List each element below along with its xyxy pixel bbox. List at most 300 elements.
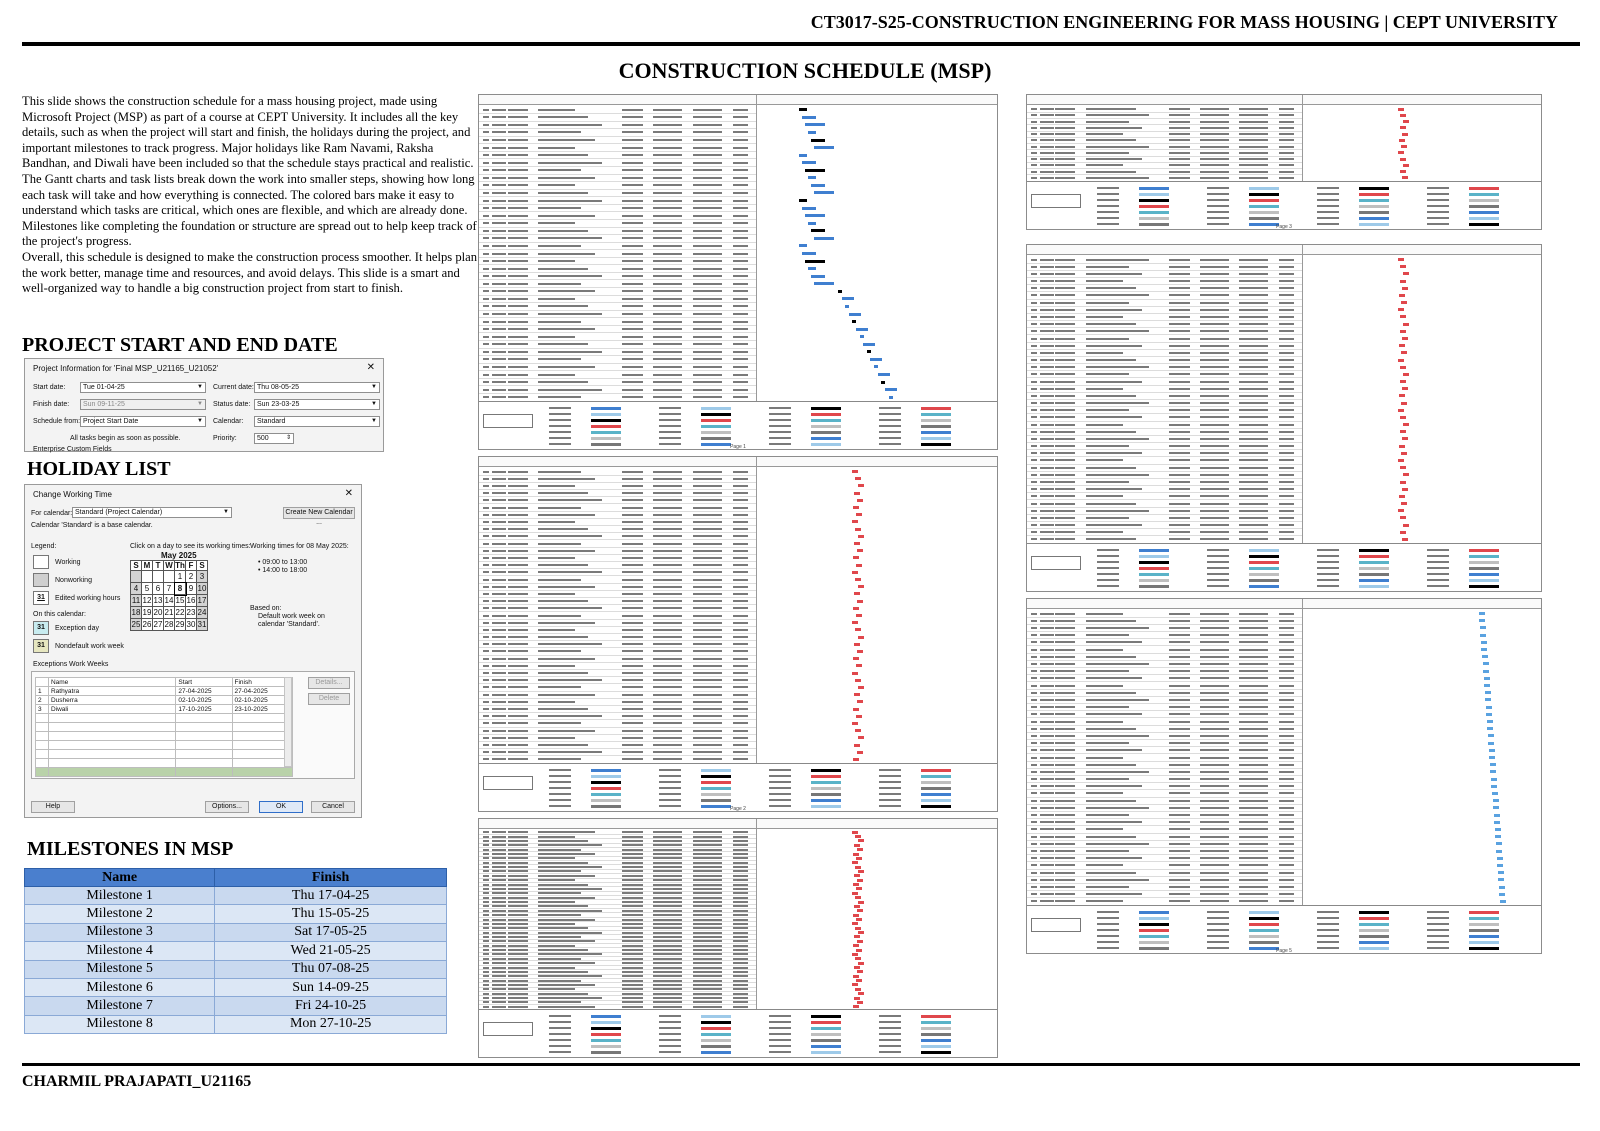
gantt-header [1027, 95, 1541, 105]
gantt-cell [538, 975, 602, 977]
gantt-cell [1279, 127, 1294, 129]
for-calendar-select[interactable]: Standard (Project Calendar) ▼ [72, 507, 232, 518]
gantt-cell [538, 622, 595, 624]
gantt-cell [1239, 807, 1268, 809]
legend-swatch [591, 407, 621, 410]
tab-exceptions[interactable]: Exceptions [33, 661, 68, 668]
legend-entry [549, 799, 571, 801]
gantt-cell [1239, 152, 1268, 154]
gantt-cell [653, 593, 682, 595]
calendar-day[interactable]: 2 [186, 571, 197, 583]
schedule-from-select[interactable]: Project Start Date ▼ [80, 416, 206, 427]
gantt-cell [622, 521, 643, 523]
milestone-row [25, 997, 447, 1015]
gantt-cell [508, 672, 528, 674]
gantt-cell [622, 940, 643, 942]
gantt-cell [653, 471, 682, 473]
gantt-cell [492, 643, 506, 645]
legend-entry [549, 1045, 571, 1047]
gantt-cell [492, 936, 506, 938]
help-button[interactable]: Help [31, 801, 75, 813]
calendar-day[interactable]: 14 [164, 596, 174, 605]
gantt-cell [538, 884, 588, 886]
gantt-cell [508, 615, 528, 617]
legend-entry [769, 1039, 791, 1041]
gantt-cell [483, 658, 489, 660]
exception-row[interactable] [36, 705, 293, 714]
gantt-cell [693, 853, 722, 855]
finish-date-label: Finish date: [33, 401, 70, 408]
exceptions-table[interactable] [35, 677, 293, 777]
gantt-cell [483, 200, 489, 202]
legend-entry [879, 425, 901, 427]
gantt-bar [1401, 301, 1407, 304]
gantt-cell [508, 870, 528, 872]
gantt-page-3 [1026, 94, 1542, 230]
gantt-bar [1400, 466, 1406, 469]
gantt-cell [1279, 670, 1294, 672]
gantt-cell [622, 593, 643, 595]
gantt-cell [622, 857, 643, 859]
gantt-cell [1169, 649, 1190, 651]
gantt-cell [1279, 416, 1294, 418]
current-date-field[interactable]: Thu 08-05-25 ▼ [254, 382, 380, 393]
gantt-cell [1169, 108, 1190, 110]
gantt-cell [508, 879, 528, 881]
gantt-cell [492, 665, 506, 667]
gantt-cell [483, 514, 489, 516]
gantt-cell [653, 184, 682, 186]
calendar-day[interactable]: 31 [197, 620, 207, 629]
gantt-cell [1279, 459, 1294, 461]
calendar-select[interactable]: Standard ▼ [254, 416, 380, 427]
close-icon[interactable]: ✕ [344, 488, 353, 499]
gantt-cell [693, 849, 722, 851]
legend-entry [1207, 217, 1229, 219]
legend-entry [1427, 941, 1449, 943]
exception-row[interactable] [36, 696, 293, 705]
gantt-cell [1169, 309, 1190, 311]
calendar-day[interactable]: 30 [186, 620, 196, 629]
gantt-cell [1200, 121, 1229, 123]
gantt-project-box [1031, 556, 1081, 570]
cancel-button[interactable]: Cancel [311, 801, 355, 813]
gantt-row-line [1027, 753, 1302, 754]
exception-row[interactable] [36, 687, 293, 696]
gantt-cell [508, 993, 528, 995]
gantt-cell [653, 853, 682, 855]
gantt-cell [1169, 900, 1190, 902]
col-start-header: Start [176, 678, 232, 687]
legend-entry [1317, 187, 1339, 189]
gantt-cell [653, 949, 682, 951]
exception-row[interactable] [36, 714, 293, 723]
gantt-row-line [479, 128, 756, 129]
start-date-field[interactable]: Tue 01-04-25 ▼ [80, 382, 206, 393]
gantt-cell [693, 109, 722, 111]
gantt-cell [653, 305, 682, 307]
legend-entry [659, 769, 681, 771]
status-date-field[interactable]: Sun 23-03-25 ▼ [254, 399, 380, 410]
gantt-cell [492, 260, 506, 262]
legend-entry [1207, 555, 1229, 557]
gantt-cell [1086, 699, 1149, 701]
gantt-cell [733, 919, 748, 921]
gantt-cell [733, 200, 748, 202]
gantt-cell [1169, 814, 1190, 816]
legend-swatch [1359, 935, 1389, 938]
milestone-name: Milestone 8 [25, 1015, 215, 1033]
calendar-day[interactable]: 26 [142, 620, 152, 629]
exception-row[interactable] [36, 750, 293, 759]
exception-row[interactable] [36, 759, 293, 768]
gantt-cell [483, 923, 489, 925]
gantt-cell [1200, 900, 1229, 902]
gantt-cell [693, 870, 722, 872]
gantt-cell [693, 275, 722, 277]
heading-milestones: MILESTONES IN MSP [27, 838, 234, 860]
gantt-cell [538, 514, 595, 516]
gantt-row-line [1027, 797, 1302, 798]
gantt-cell [483, 586, 489, 588]
legend-swatch [1469, 187, 1499, 190]
legend-entry [1207, 585, 1229, 587]
gantt-cell [508, 923, 528, 925]
gantt-cell [508, 283, 528, 285]
legend-entry [549, 431, 571, 433]
gantt-cell [1055, 121, 1075, 123]
close-icon[interactable]: ✕ [366, 362, 375, 373]
gantt-cell [492, 914, 506, 916]
gantt-bar [811, 229, 825, 232]
legend-swatch [1249, 199, 1279, 202]
gantt-cell [1031, 481, 1037, 483]
exceptions-scrollbar[interactable] [284, 677, 292, 767]
calendar-day[interactable]: 25 [131, 620, 141, 629]
gantt-cell [508, 169, 528, 171]
gantt-row-line [479, 370, 756, 371]
month-calendar[interactable] [130, 560, 208, 631]
gantt-cell [538, 679, 602, 681]
exception-id: 1 [36, 687, 49, 696]
gantt-cell [1086, 395, 1136, 397]
calendar-day[interactable]: 3 [197, 571, 208, 583]
priority-stepper[interactable]: 500 ⇕ [254, 433, 294, 444]
gantt-row-line [1027, 485, 1302, 486]
legend-entry [879, 437, 901, 439]
custom-fields-label[interactable]: Enterprise Custom Fields [33, 446, 112, 453]
calendar-day[interactable]: 28 [164, 620, 174, 629]
gantt-cell [653, 758, 682, 760]
gantt-row-line [479, 539, 756, 540]
calendar-day[interactable]: 20 [153, 608, 163, 617]
gantt-cell [733, 305, 748, 307]
gantt-cell [492, 162, 506, 164]
gantt-cell [1279, 663, 1294, 665]
gantt-row-line [1027, 535, 1302, 536]
gantt-cell [538, 283, 581, 285]
gantt-cell [1169, 280, 1190, 282]
calendar-day[interactable]: 19 [142, 608, 152, 617]
gantt-row-line [1027, 890, 1302, 891]
gantt-cell [492, 997, 506, 999]
legend-swatch [701, 769, 731, 772]
tab-work-weeks[interactable]: Work Weeks [69, 661, 109, 668]
calendar-day[interactable]: 18 [131, 608, 141, 617]
gantt-cell [622, 124, 643, 126]
gantt-cell [622, 997, 643, 999]
gantt-cell [492, 358, 506, 360]
legend-entry [1207, 567, 1229, 569]
gantt-cell [1086, 792, 1123, 794]
legend-swatch [921, 425, 951, 428]
legend-entry [769, 413, 791, 415]
gantt-cell [492, 389, 506, 391]
gantt-cell [1279, 634, 1294, 636]
gantt-cell [1239, 171, 1268, 173]
gantt-row-line [479, 482, 756, 483]
calendar-day[interactable]: 5 [142, 583, 153, 595]
gantt-cell [1040, 164, 1054, 166]
gantt-cell [1169, 416, 1190, 418]
gantt-cell [1055, 395, 1075, 397]
gantt-row-line [1027, 782, 1302, 783]
calendar-day[interactable]: 27 [153, 620, 163, 629]
gantt-cell [653, 336, 682, 338]
gantt-cell [1239, 850, 1268, 852]
exception-row[interactable] [36, 732, 293, 741]
legend-swatch [1139, 205, 1169, 208]
gantt-row-line [479, 647, 756, 648]
gantt-row-line [1027, 456, 1302, 457]
gantt-cell [1200, 656, 1229, 658]
gantt-cell [622, 253, 643, 255]
calendar-day[interactable]: 22 [175, 608, 185, 617]
gantt-cell [1169, 792, 1190, 794]
gantt-cell [508, 237, 528, 239]
gantt-row-line [1027, 413, 1302, 414]
gantt-bar [842, 297, 854, 300]
legend-swatch [811, 419, 841, 422]
legend-swatch [1359, 585, 1389, 588]
gantt-cell [538, 290, 595, 292]
gantt-cell [538, 147, 575, 149]
gantt-cell [538, 245, 581, 247]
calendar-day[interactable]: 12 [142, 596, 152, 605]
gantt-cell [538, 694, 595, 696]
gantt-cell [492, 593, 506, 595]
gantt-cell [1031, 424, 1037, 426]
calendar-day[interactable]: 11 [131, 596, 141, 605]
gantt-cell [1239, 158, 1268, 160]
gantt-cell [538, 888, 602, 890]
gantt-cell [693, 722, 722, 724]
gantt-cell [653, 636, 682, 638]
calendar-day[interactable]: 15 [175, 596, 185, 605]
calendar-day[interactable]: 8 [175, 583, 186, 595]
gantt-cell [483, 485, 489, 487]
gantt-cell [1040, 821, 1054, 823]
calendar-day[interactable]: 29 [175, 620, 185, 629]
calendar-day[interactable]: 23 [186, 608, 196, 617]
gantt-cell [483, 686, 489, 688]
gantt-bar [858, 901, 864, 904]
weekday-header: S [131, 561, 142, 571]
calendar-day[interactable]: 4 [131, 583, 142, 595]
gantt-cell [1200, 764, 1229, 766]
gantt-cell [1279, 620, 1294, 622]
calendar-day[interactable]: 10 [197, 584, 207, 593]
gantt-cell [653, 245, 682, 247]
gantt-cell [693, 550, 722, 552]
gantt-cell [653, 154, 682, 156]
exception-row[interactable] [36, 723, 293, 732]
gantt-cell [492, 200, 506, 202]
gantt-cell [483, 366, 489, 368]
gantt-cell [1169, 764, 1190, 766]
gantt-cell [1169, 807, 1190, 809]
ok-button[interactable]: OK [259, 801, 303, 813]
gantt-cell [492, 579, 506, 581]
calendar-day[interactable]: 13 [153, 596, 163, 605]
gantt-cell [538, 919, 595, 921]
gantt-cell [483, 374, 489, 376]
legend-swatch [921, 1045, 951, 1048]
legend-swatch [1139, 911, 1169, 914]
gantt-cell [1031, 352, 1037, 354]
exception-row[interactable] [36, 741, 293, 750]
gantt-cell [733, 230, 748, 232]
gantt-cell [538, 658, 595, 660]
gantt-cell [1200, 879, 1229, 881]
gantt-cell [483, 751, 489, 753]
gantt-cell [622, 870, 643, 872]
create-new-calendar-button[interactable]: Create New Calendar ... [283, 507, 355, 519]
gantt-cell [508, 940, 528, 942]
milestone-name: Milestone 4 [25, 942, 215, 960]
gantt-row-line [1027, 174, 1302, 175]
gantt-cell [1279, 273, 1294, 275]
exception-finish: 02-10-2025 [232, 696, 293, 705]
gantt-cell [1040, 114, 1054, 116]
calendar-day[interactable]: 21 [164, 608, 174, 617]
gantt-cell [538, 993, 588, 995]
legend-entry [1317, 923, 1339, 925]
calendar-day[interactable]: 17 [197, 596, 207, 605]
gantt-cell [693, 831, 722, 833]
gantt-bar [1403, 323, 1409, 326]
gantt-cell [1279, 517, 1294, 519]
gantt-cell [1169, 670, 1190, 672]
calendar-day[interactable]: 9 [186, 583, 197, 595]
gantt-cell [483, 629, 489, 631]
gantt-cell [1031, 171, 1037, 173]
gantt-cell [1040, 721, 1054, 723]
exception-name [48, 768, 175, 777]
gantt-row-line [1027, 162, 1302, 163]
gantt-cell [693, 147, 722, 149]
description-paragraph-1: This slide shows the construction schedule for a mass housing project, made using Microsoft Project (MSP) as part of a course at CEPT University. It includes all the key details, such as when the project will start and finish, the holidays during the project, and important milestones to track progress. Major holidays like Ram Navami, Raksha Bandhan, and Diwali have been included so that the schedule stays practical and realistic. [22, 94, 474, 171]
gantt-cell [1040, 445, 1054, 447]
gantt-cell [1031, 713, 1037, 715]
gantt-bar [854, 874, 860, 877]
details-button[interactable]: Details... [308, 677, 350, 689]
delete-button[interactable]: Delete [308, 693, 350, 705]
gantt-cell [508, 139, 528, 141]
gantt-cell [693, 953, 722, 955]
legend-entry [549, 407, 571, 409]
gantt-cell [1055, 663, 1075, 665]
gantt-cell [622, 543, 643, 545]
legend-swatch [701, 781, 731, 784]
gantt-rows [479, 468, 997, 763]
gantt-row-line [1027, 775, 1302, 776]
gantt-cell [1169, 395, 1190, 397]
legend-entry [879, 1051, 901, 1053]
gantt-cell [733, 245, 748, 247]
exception-id [36, 714, 49, 723]
gantt-cell [1200, 893, 1229, 895]
gantt-cell [1055, 627, 1075, 629]
calendar-day[interactable]: 1 [175, 571, 186, 583]
gantt-cell [1055, 843, 1075, 845]
gantt-cell [1086, 133, 1123, 135]
options-button[interactable]: Options... [205, 801, 249, 813]
gantt-cell [653, 953, 682, 955]
gantt-bar [853, 853, 859, 856]
gantt-cell [1040, 836, 1054, 838]
gantt-cell [508, 844, 528, 846]
gantt-cell [1055, 402, 1075, 404]
legend-entry [1317, 549, 1339, 551]
legend-swatch [1469, 941, 1499, 944]
legend-entry [1427, 923, 1449, 925]
gantt-page-footer: Page 3 [1276, 224, 1292, 230]
gantt-cell [733, 622, 748, 624]
gantt-cell [1055, 481, 1075, 483]
calendar-day[interactable]: 24 [197, 608, 207, 617]
gantt-cell [1200, 431, 1229, 433]
gantt-row-line [1027, 717, 1302, 718]
gantt-cell [1040, 728, 1054, 730]
gantt-cell [622, 751, 643, 753]
legend-swatch [921, 1033, 951, 1036]
legend-swatch [811, 425, 841, 428]
gantt-cell [1086, 613, 1123, 615]
gantt-cell [653, 997, 682, 999]
exception-row[interactable] [36, 768, 293, 777]
gantt-cell [653, 901, 682, 903]
gantt-bar [805, 123, 825, 126]
gantt-cell [483, 139, 489, 141]
gantt-row-line [479, 676, 756, 677]
gantt-bar [1400, 330, 1406, 333]
gantt-cell [492, 910, 506, 912]
legend-entry [1207, 573, 1229, 575]
calendar-day[interactable]: 6 [153, 583, 164, 595]
legend-swatch [811, 1045, 841, 1048]
gantt-cell [508, 857, 528, 859]
gantt-cell [1040, 424, 1054, 426]
gantt-cell [622, 305, 643, 307]
legend-entry [1207, 911, 1229, 913]
gantt-cell [733, 636, 748, 638]
gantt-cell [693, 116, 722, 118]
gantt-cell [1055, 764, 1075, 766]
calendar-day[interactable]: 16 [186, 596, 196, 605]
gantt-cell [483, 940, 489, 942]
calendar-day[interactable]: 7 [164, 583, 175, 595]
